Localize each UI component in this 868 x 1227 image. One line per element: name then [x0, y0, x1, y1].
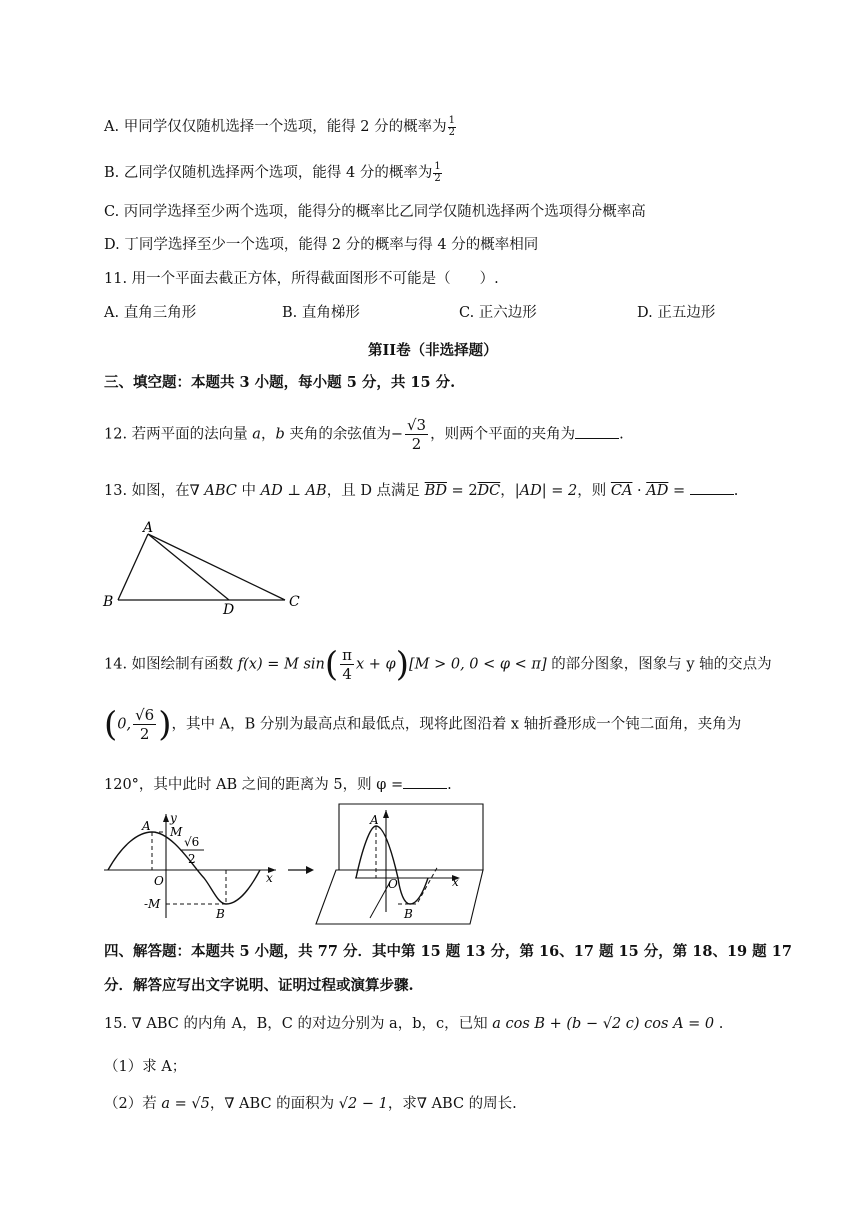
q14-line1: 14. 如图绘制有函数 f(x) = M sin( $\frac{\pi}{4}$ x + φ)[M > 0, 0 < φ < π] 的部分图象，图象与 y 轴的交点为 — [104, 644, 772, 685]
svg-text:2: 2 — [188, 852, 196, 866]
vector-b: b — [275, 426, 285, 443]
q10-option-b-fraction: $\frac{1}{2}$ — [434, 161, 441, 184]
q10-option-b — [104, 162, 443, 184]
q10-option-d: D. 丁同学选择至少一个选项，能得 2 分的概率与得 4 分的概率相同 — [104, 237, 539, 253]
q11-option-a: A. 直角三角形 — [104, 305, 197, 321]
section3-title: 三、填空题：本题共 3 小题，每小题 5 分，共 15 分. — [104, 374, 456, 391]
q13: 13. 如图，在∇ ABC 中 AD ⊥ AB，且 D 点满足 $\overline{BD} = 2\overline{DC}$，|AD| = 2，则 $\overline{CA} \cdot \overline{AD}$ = . — [104, 483, 739, 499]
q13-triangle-figure — [98, 520, 318, 620]
svg-text:B: B — [404, 907, 413, 921]
svg-text:A: A — [142, 819, 151, 833]
q14-line2: (0, $\frac{√6}{2}$ )，其中 A，B 分别为最高点和最低点，现将此图沿着 x 轴折叠形成一个钝二面角，夹角为 — [104, 704, 742, 745]
q15-sub1: （1）求 A； — [104, 1059, 187, 1075]
q15-stem: 15. ∇ ABC 的内角 A，B，C 的对边分别为 a，b，c，已知 a cos B + (b − √2 c) cos A = 0 . — [104, 1016, 724, 1032]
q11-option-b: B. 直角梯形 — [282, 305, 360, 321]
svg-text:A: A — [370, 813, 379, 827]
q10-option-a — [104, 116, 457, 138]
section4-title-line2: 分．解答应写出文字说明、证明过程或演算步骤. — [104, 977, 414, 994]
q10-option-b-text: B. 乙同学仅随机选择两个选项，能得 4 分的概率为 — [104, 165, 433, 181]
section4-title-line1: 四、解答题：本题共 5 小题，共 77 分．其中第 15 题 13 分，第 16、17 题 15 分，第 18、19 题 17 — [104, 943, 792, 960]
fig13-label-c: C — [289, 594, 300, 610]
svg-text:y: y — [170, 811, 177, 825]
q14-pi-over-4: $\frac{\pi}{4}$ — [342, 646, 353, 683]
svg-text:x: x — [452, 875, 459, 889]
q12-fraction: $\frac{√3}{2}$ — [407, 416, 427, 453]
q12: 12. 若两平面的法向量 a，b 夹角的余弦值为− $\frac{√3}{2}$ ，则两个平面的夹角为 . — [104, 416, 624, 453]
q14-answer-blank[interactable] — [403, 776, 447, 789]
svg-text:x: x — [266, 871, 273, 885]
fig13-label-b: B — [103, 594, 114, 610]
fig13-label-a: A — [143, 520, 154, 536]
svg-text:O: O — [154, 874, 164, 888]
q10-option-a-text: A. 甲同学仅仅随机选择一个选项，能得 2 分的概率为 — [104, 119, 447, 135]
svg-text:B: B — [216, 907, 225, 921]
q14-line3: 120°，其中此时 AB 之间的距离为 5，则 φ = . — [104, 777, 452, 793]
q10-option-a-fraction: $\frac{1}{2}$ — [448, 115, 456, 138]
svg-text:-M: -M — [144, 897, 161, 911]
q11-stem: 11. 用一个平面去截正方体，所得截面图形不可能是（ ）. — [104, 271, 499, 287]
q14-figure — [100, 800, 500, 930]
q10-option-c: C. 丙同学选择至少两个选项，能得分的概率比乙同学仅随机选择两个选项得分概率高 — [104, 204, 646, 220]
part2-title: 第II卷（非选择题） — [368, 342, 498, 359]
svg-text:O: O — [388, 877, 398, 891]
svg-text:√6: √6 — [184, 835, 200, 849]
svg-text:M: M — [170, 825, 183, 839]
q13-answer-blank[interactable] — [690, 482, 734, 495]
q12-answer-blank[interactable] — [575, 426, 619, 439]
q14-point-fraction: $\frac{√6}{2}$ — [135, 706, 155, 743]
vector-a: a — [252, 426, 261, 443]
fig13-label-d: D — [223, 602, 235, 618]
q15-sub2: （2）若 a = √5，∇ ABC 的面积为 √2 − 1，求∇ ABC 的周长. — [104, 1096, 517, 1112]
q11-option-c: C. 正六边形 — [459, 305, 537, 321]
q15-equation: a cos B + (b − √2 c) cos A = 0 — [492, 1016, 715, 1032]
q11-option-d: D. 正五边形 — [637, 305, 716, 321]
